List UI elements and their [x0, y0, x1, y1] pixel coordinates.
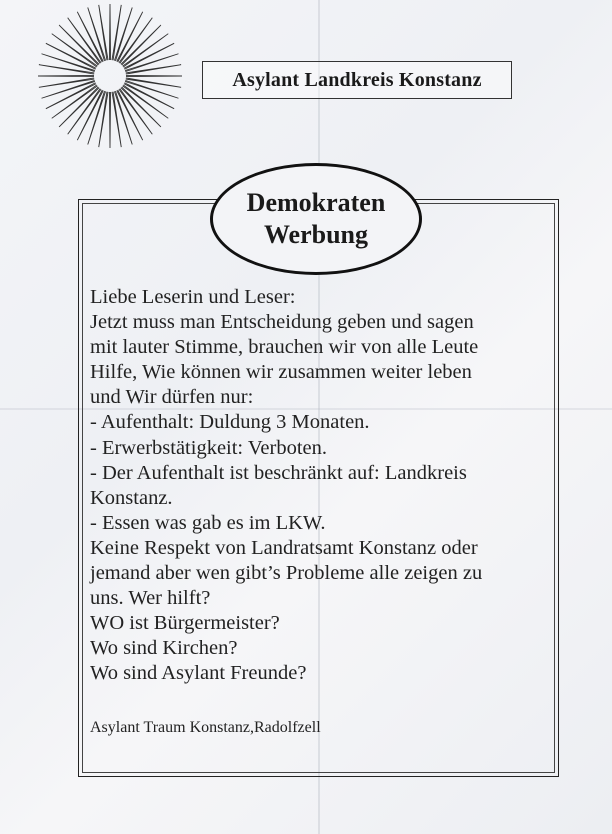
headline-line-1: Demokraten [246, 188, 386, 217]
letter-line: und Wir dürfen nur: [90, 386, 254, 409]
letter-line: - Der Aufenthalt ist beschränkt auf: Landkreis [90, 461, 467, 484]
sunburst-icon [34, 0, 186, 152]
signature: Asylant Traum Konstanz,Radolfzell [90, 719, 321, 736]
letter-body [90, 285, 546, 687]
letter-line: - Erwerbstätigkeit: Verboten. [90, 436, 328, 459]
headline-line-2: Werbung [263, 220, 369, 249]
letter-line: Jetzt muss man Entscheidung geben und sagen [90, 311, 474, 334]
letter-line: uns. Wer hilft? [90, 587, 211, 610]
letter-line: - Aufenthalt: Duldung 3 Monaten. [90, 411, 370, 434]
letter-line: Konstanz. [90, 486, 173, 509]
header-title: Asylant Landkreis Konstanz [202, 61, 512, 99]
letter-line: Liebe Leserin und Leser: [90, 286, 296, 308]
letter-line: - Essen was gab es im LKW. [90, 511, 326, 534]
headline-ellipse [210, 163, 422, 275]
letter-line: Hilfe, Wie können wir zusammen weiter leben [90, 361, 472, 384]
letter-line: mit lauter Stimme, brauchen wir von alle Leute [90, 336, 479, 359]
letter-line: WO ist Bürgermeister? [90, 612, 280, 635]
letter-line: jemand aber wen gibt’s Probleme alle zeigen zu [90, 562, 483, 585]
letter-line: Wo sind Kirchen? [90, 637, 238, 660]
letter-line: Wo sind Asylant Freunde? [90, 662, 307, 685]
letter-line: Keine Respekt von Landratsamt Konstanz oder [90, 536, 478, 559]
